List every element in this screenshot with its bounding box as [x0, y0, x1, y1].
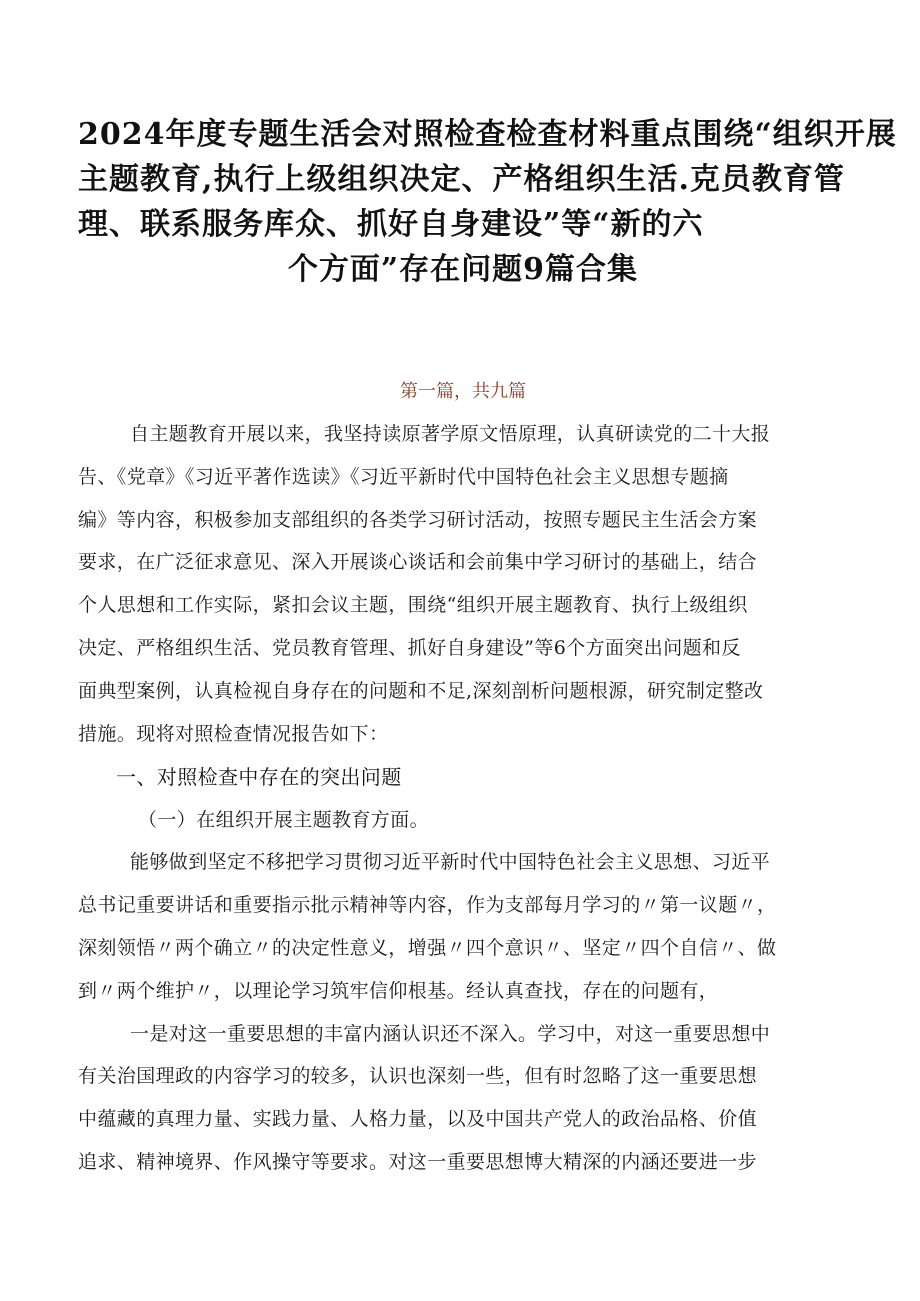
paragraph-line: 个人思想和工作实际，紧扣会议主题，围绕“组织开展主题教育、执行上级组织 — [78, 594, 748, 617]
paragraph-line: 有关治国理政的内容学习的较多，认识也深刻一些，但有时忽略了这一重要思想 — [78, 1065, 758, 1088]
paragraph-line: 自主题教育开展以来，我坚持读原著学原文悟原理，认真研读党的二十大报 — [130, 423, 771, 445]
section-heading: 一、对照检查中存在的突出问题 — [116, 765, 402, 790]
paragraph-line: 编》等内容，积极参加支部组织的各类学习研讨活动，按照专题民主生活会方案 — [78, 508, 758, 531]
paragraph-line: 到〃两个维护〃，以理论学习筑牢信仰根基。经认真查找，存在的问题有， — [78, 979, 719, 1002]
subsection-heading: （一）在组织开展主题教育方面。 — [138, 809, 430, 832]
title-line-3: 理、联系服务库众、抓好自身建设”等“新的六 — [78, 207, 704, 242]
paragraph-intro — [78, 413, 848, 755]
paragraph-line: 总书记重要讲话和重要指示批示精神等内容，作为支部每月学习的〃第一议题〃， — [78, 894, 777, 917]
paragraph-line: 深刻领悟〃两个确立〃的决定性意义，增强〃四个意识〃、坚定〃四个自信〃、做 — [78, 936, 777, 959]
paragraph-line: 能够做到坚定不移把学习贯彻习近平新时代中国特色社会主义思想、习近平 — [130, 851, 771, 874]
section-subtitle: 第一篇，共九篇 — [400, 381, 526, 402]
title-line-1: 2024年度专题生活会对照检查检查材料重点围绕“组织开展 — [78, 117, 897, 152]
document-body — [78, 413, 848, 1184]
paragraph-line: 追求、精神境界、作风操守等要求。对这一重要思想博大精深的内涵还要进一步 — [78, 1150, 758, 1173]
paragraph-problem-one — [78, 1013, 848, 1184]
paragraph-line: 面典型案例，认真检视自身存在的问题和不足,深刻剖析问题根源，研究制定整改 — [78, 679, 764, 702]
paragraph-line: 中蕴藏的真理力量、实践力量、人格力量，以及中国共产党人的政治品格、价值 — [78, 1108, 758, 1131]
title-line-2: 主题教育,执行上级组织决定、产格组织生活.克员教育管 — [78, 162, 845, 197]
paragraph-line: 要求，在广泛征求意见、深入开展谈心谈话和会前集中学习研讨的基础上，结合 — [78, 551, 758, 574]
paragraph-theme-education — [78, 841, 848, 1012]
paragraph-line: 一是对这一重要思想的丰富内涵认识还不深入。学习中，对这一重要思想中 — [130, 1022, 771, 1045]
paragraph-line: 决定、严格组织生活、党员教育管理、抓好自身建设”等6个方面突出问题和反 — [78, 636, 741, 659]
paragraph-line: 告、《党章》《习近平著作选读》《习近平新时代中国特色社会主义思想专题摘 — [78, 465, 729, 488]
paragraph-line: 措施。现将对照检查情况报告如下： — [78, 722, 389, 745]
title-line-4: 个方面”存在问题9篇合集 — [287, 252, 639, 287]
document-title — [78, 112, 897, 292]
